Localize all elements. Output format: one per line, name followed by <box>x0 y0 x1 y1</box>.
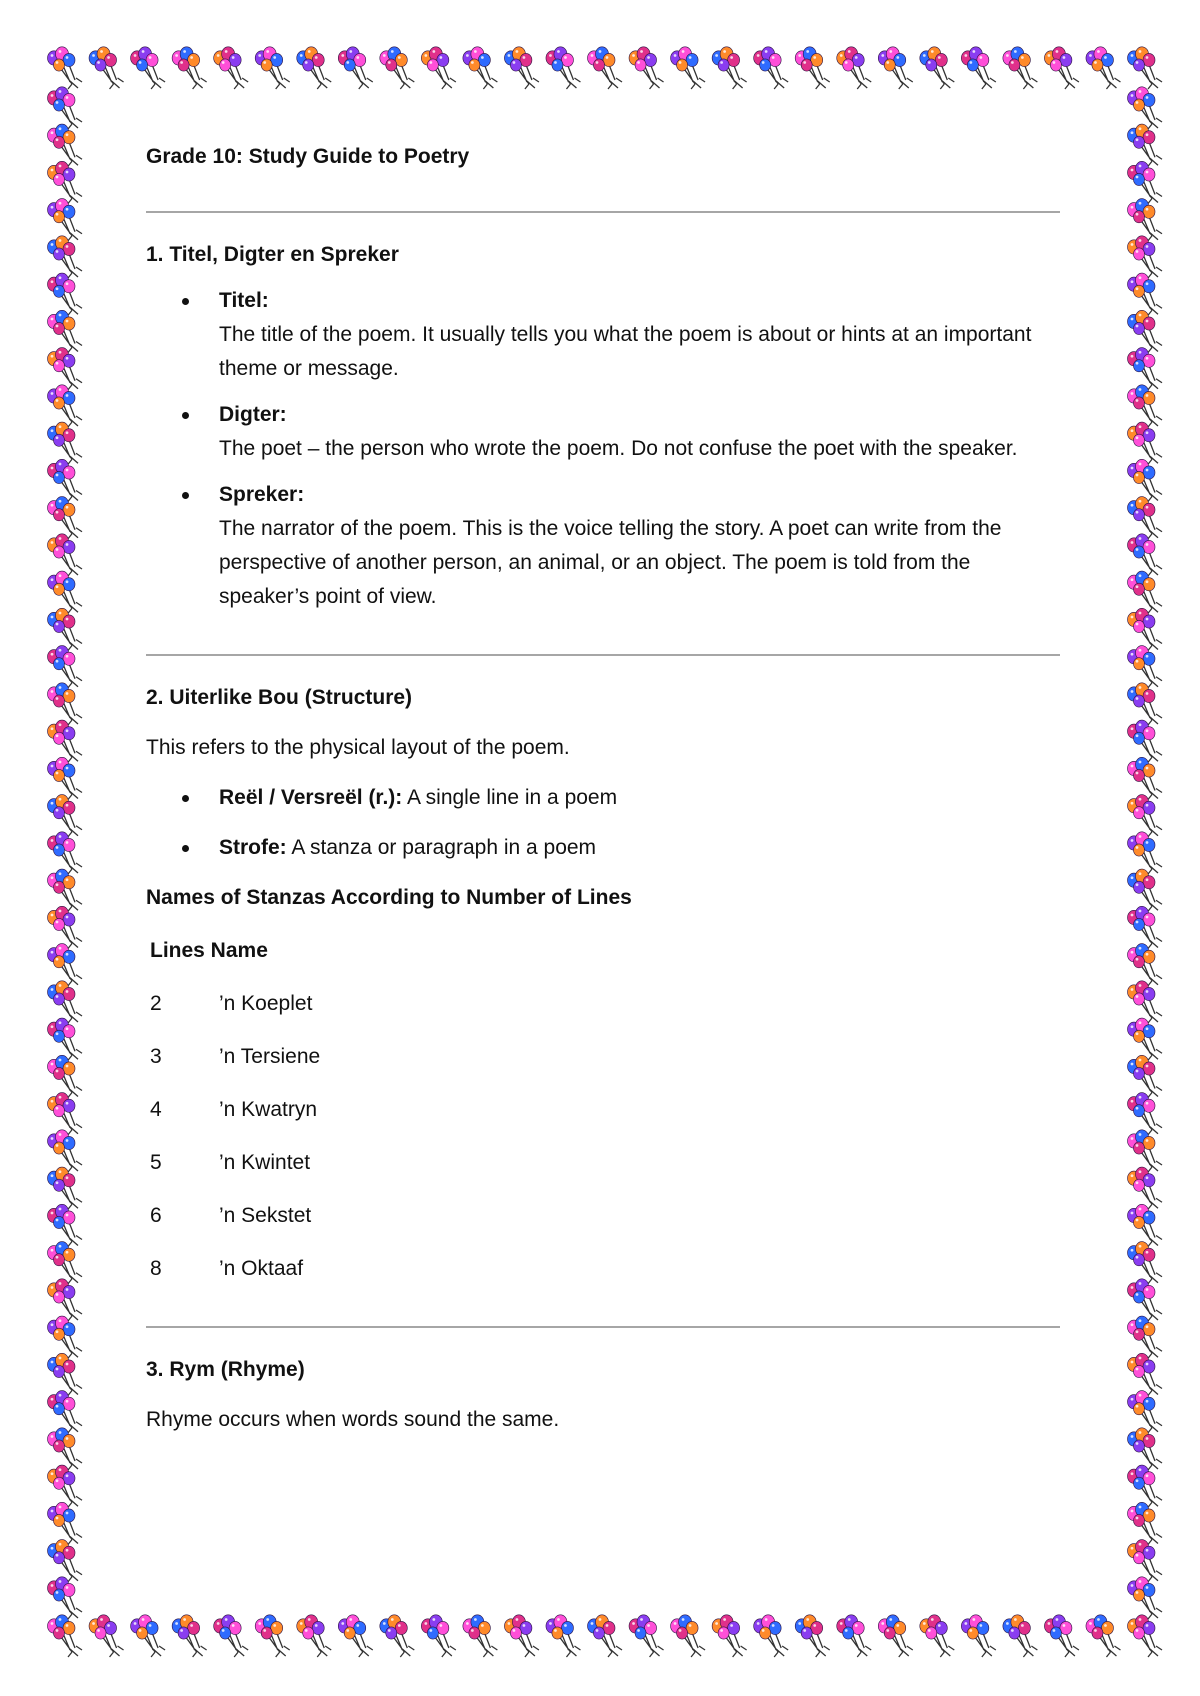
balloon-bunch-icon <box>629 1615 664 1657</box>
table-row <box>146 1093 1060 1127</box>
balloon-bunch-icon <box>1128 906 1163 948</box>
balloon-bunch-icon <box>837 47 872 89</box>
balloon-bunch-icon <box>1128 236 1163 278</box>
balloon-bunch-icon <box>48 1391 83 1433</box>
balloon-bunch-icon <box>255 1615 290 1657</box>
balloon-bunch-icon <box>1128 608 1163 650</box>
balloon-bunch-icon <box>48 1130 83 1172</box>
balloon-bunch-icon <box>837 1615 872 1657</box>
balloon-bunch-icon <box>629 47 664 89</box>
table-row <box>146 987 1060 1021</box>
balloon-bunch-icon <box>1128 1316 1163 1358</box>
balloon-bunch-icon <box>255 47 290 89</box>
balloon-bunch-icon <box>1128 310 1163 352</box>
balloon-bunch-icon <box>48 459 83 501</box>
definition-list <box>146 781 1060 865</box>
balloon-bunch-icon <box>48 832 83 874</box>
balloon-bunch-icon <box>172 1615 207 1657</box>
balloon-bunch-icon <box>920 1615 955 1657</box>
balloon-bunch-icon <box>1128 1465 1163 1507</box>
bullet-icon <box>182 795 189 802</box>
balloon-bunch-icon <box>48 1242 83 1284</box>
list-item <box>146 398 1060 466</box>
balloon-bunch-icon <box>712 47 747 89</box>
name-cell: ’n Tersiene <box>219 1045 321 1068</box>
balloon-bunch-icon <box>1128 832 1163 874</box>
document-content <box>146 140 1060 1437</box>
balloon-bunch-icon <box>131 1615 166 1657</box>
balloon-bunch-icon <box>463 1615 498 1657</box>
balloon-bunch-icon <box>1128 981 1163 1023</box>
balloon-bunch-icon <box>878 1615 913 1657</box>
term-description: The title of the poem. It usually tells you what the poem is about or hints at an important theme or message. <box>219 323 1032 380</box>
balloon-bunch-icon <box>48 236 83 278</box>
balloon-bunch-icon <box>297 47 332 89</box>
balloon-bunch-icon <box>1003 1615 1038 1657</box>
balloon-bunch-icon <box>1128 720 1163 762</box>
balloon-bunch-icon <box>48 1055 83 1097</box>
balloon-bunch-icon <box>380 1615 415 1657</box>
list-item <box>146 781 1060 815</box>
balloon-bunch-icon <box>1128 459 1163 501</box>
balloon-bunch-icon <box>48 273 83 315</box>
bullet-icon <box>182 298 189 305</box>
term-description: A stanza or paragraph in a poem <box>291 836 597 859</box>
lines-cell: 2 <box>150 992 162 1015</box>
balloon-bunch-icon <box>1128 1353 1163 1395</box>
balloon-bunch-icon <box>671 1615 706 1657</box>
balloon-bunch-icon <box>1128 1428 1163 1470</box>
balloon-bunch-icon <box>48 497 83 539</box>
balloon-bunch-icon <box>546 1615 581 1657</box>
table-row <box>146 1199 1060 1233</box>
balloon-bunch-icon <box>48 1093 83 1135</box>
term-label: Digter: <box>219 403 287 426</box>
balloon-bunch-icon <box>1128 1279 1163 1321</box>
balloon-bunch-icon <box>48 422 83 464</box>
balloon-bunch-icon <box>1128 795 1163 837</box>
term-description: The narrator of the poem. This is the voice telling the story. A poet can write from the perspective of another person, an animal, or an object. The poem is told from the speaker’s point of view. <box>219 517 1002 608</box>
balloon-bunch-icon <box>588 1615 623 1657</box>
balloon-bunch-icon <box>1128 1577 1163 1619</box>
balloon-bunch-icon <box>1044 47 1079 89</box>
balloon-bunch-icon <box>1128 944 1163 986</box>
section-heading-uiterlike-bou: 2. Uiterlike Bou (Structure) <box>146 686 413 709</box>
term-label: Reël / Versreël (r.): <box>219 786 403 809</box>
balloon-bunch-icon <box>1128 571 1163 613</box>
list-item <box>146 478 1060 614</box>
balloon-bunch-icon <box>48 1615 83 1657</box>
balloon-bunch-icon <box>48 720 83 762</box>
balloon-bunch-icon <box>48 1204 83 1246</box>
stanza-table-header: Lines Name <box>150 939 268 962</box>
balloon-bunch-icon <box>1128 385 1163 427</box>
stanza-table-title: Names of Stanzas According to Number of Lines <box>146 886 632 909</box>
term-label: Titel: <box>219 289 269 312</box>
balloon-bunch-icon <box>1128 1093 1163 1135</box>
balloon-bunch-icon <box>89 1615 124 1657</box>
definition-list <box>146 284 1060 614</box>
balloon-bunch-icon <box>1128 1055 1163 1097</box>
balloon-bunch-icon <box>671 47 706 89</box>
list-item <box>146 284 1060 386</box>
balloon-bunch-icon <box>1128 47 1163 89</box>
balloon-bunch-icon <box>1128 1615 1163 1657</box>
balloon-bunch-icon <box>338 47 373 89</box>
balloon-bunch-icon <box>1128 1018 1163 1060</box>
balloon-bunch-icon <box>48 1428 83 1470</box>
term-label: Spreker: <box>219 483 305 506</box>
balloon-bunch-icon <box>48 1018 83 1060</box>
balloon-bunch-icon <box>754 47 789 89</box>
balloon-bunch-icon <box>172 47 207 89</box>
balloon-bunch-icon <box>48 199 83 241</box>
balloon-bunch-icon <box>421 47 456 89</box>
list-item <box>146 831 1060 865</box>
balloon-bunch-icon <box>588 47 623 89</box>
balloon-bunch-icon <box>1128 1502 1163 1544</box>
balloon-bunch-icon <box>1128 1391 1163 1433</box>
balloon-bunch-icon <box>48 795 83 837</box>
balloon-bunch-icon <box>1086 47 1121 89</box>
balloon-bunch-icon <box>1128 869 1163 911</box>
balloon-bunch-icon <box>795 47 830 89</box>
balloon-bunch-icon <box>48 608 83 650</box>
term-description: A single line in a poem <box>406 786 618 809</box>
bullet-icon <box>182 845 189 852</box>
balloon-bunch-icon <box>48 1540 83 1582</box>
balloon-bunch-icon <box>1044 1615 1079 1657</box>
name-cell: ’n Sekstet <box>219 1204 312 1227</box>
table-row <box>146 1146 1060 1180</box>
balloon-bunch-icon <box>421 1615 456 1657</box>
balloon-bunch-icon <box>48 757 83 799</box>
balloon-bunch-icon <box>1128 124 1163 166</box>
balloon-bunch-icon <box>504 1615 539 1657</box>
page-title: Grade 10: Study Guide to Poetry <box>146 145 470 168</box>
lines-cell: 5 <box>150 1151 162 1174</box>
balloon-bunch-icon <box>48 310 83 352</box>
balloon-bunch-icon <box>1128 87 1163 129</box>
term-description: The poet – the person who wrote the poem. Do not confuse the poet with the speaker. <box>219 437 1018 460</box>
section-intro: This refers to the physical layout of the poem. <box>146 736 570 759</box>
balloon-bunch-icon <box>961 1615 996 1657</box>
balloon-bunch-icon <box>380 47 415 89</box>
balloon-bunch-icon <box>961 47 996 89</box>
balloon-bunch-icon <box>338 1615 373 1657</box>
balloon-bunch-icon <box>48 161 83 203</box>
balloon-bunch-icon <box>48 683 83 725</box>
balloon-bunch-icon <box>1128 646 1163 688</box>
balloon-bunch-icon <box>1086 1615 1121 1657</box>
balloon-bunch-icon <box>1128 422 1163 464</box>
stanza-table <box>146 987 1060 1286</box>
balloon-bunch-icon <box>1128 1167 1163 1209</box>
balloon-bunch-icon <box>1128 199 1163 241</box>
balloon-bunch-icon <box>1128 757 1163 799</box>
balloon-bunch-icon <box>48 534 83 576</box>
balloon-bunch-icon <box>48 1353 83 1395</box>
balloon-bunch-icon <box>1128 348 1163 390</box>
lines-cell: 4 <box>150 1098 162 1121</box>
balloon-bunch-icon <box>48 1502 83 1544</box>
balloon-bunch-icon <box>48 1279 83 1321</box>
section-heading-rym: 3. Rym (Rhyme) <box>146 1358 305 1381</box>
balloon-bunch-icon <box>48 869 83 911</box>
balloon-bunch-icon <box>48 1316 83 1358</box>
balloon-bunch-icon <box>48 1465 83 1507</box>
bullet-icon <box>182 412 189 419</box>
balloon-bunch-icon <box>48 87 83 129</box>
balloon-bunch-icon <box>1128 683 1163 725</box>
balloon-bunch-icon <box>1128 273 1163 315</box>
name-cell: ’n Kwintet <box>219 1151 311 1174</box>
balloon-bunch-icon <box>504 47 539 89</box>
balloon-bunch-icon <box>48 906 83 948</box>
balloon-bunch-icon <box>214 1615 249 1657</box>
balloon-bunch-icon <box>463 47 498 89</box>
balloon-bunch-icon <box>1128 1130 1163 1172</box>
balloon-bunch-icon <box>48 124 83 166</box>
name-cell: ’n Koeplet <box>219 992 313 1015</box>
balloon-bunch-icon <box>48 571 83 613</box>
balloon-bunch-icon <box>48 47 83 89</box>
balloon-bunch-icon <box>89 47 124 89</box>
balloon-bunch-icon <box>48 646 83 688</box>
balloon-bunch-icon <box>712 1615 747 1657</box>
balloon-bunch-icon <box>1128 1242 1163 1284</box>
balloon-bunch-icon <box>48 348 83 390</box>
lines-cell: 8 <box>150 1257 162 1280</box>
lines-cell: 3 <box>150 1045 162 1068</box>
balloon-bunch-icon <box>48 385 83 427</box>
table-row <box>146 1040 1060 1074</box>
balloon-bunch-icon <box>1003 47 1038 89</box>
name-cell: ’n Kwatryn <box>219 1098 318 1121</box>
balloon-bunch-icon <box>48 1577 83 1619</box>
balloon-bunch-icon <box>1128 1204 1163 1246</box>
name-cell: ’n Oktaaf <box>219 1257 304 1280</box>
bullet-icon <box>182 492 189 499</box>
section-intro: Rhyme occurs when words sound the same. <box>146 1408 560 1431</box>
balloon-bunch-icon <box>1128 534 1163 576</box>
balloon-bunch-icon <box>878 47 913 89</box>
balloon-bunch-icon <box>48 944 83 986</box>
balloon-bunch-icon <box>131 47 166 89</box>
lines-cell: 6 <box>150 1204 162 1227</box>
balloon-bunch-icon <box>754 1615 789 1657</box>
term-label: Strofe: <box>219 836 287 859</box>
balloon-bunch-icon <box>214 47 249 89</box>
balloon-bunch-icon <box>48 981 83 1023</box>
table-row <box>146 1252 1060 1286</box>
balloon-bunch-icon <box>1128 1540 1163 1582</box>
balloon-bunch-icon <box>48 1167 83 1209</box>
section-heading-titel-digter-spreker: 1. Titel, Digter en Spreker <box>146 243 399 266</box>
balloon-bunch-icon <box>546 47 581 89</box>
balloon-bunch-icon <box>1128 497 1163 539</box>
balloon-bunch-icon <box>1128 161 1163 203</box>
balloon-bunch-icon <box>795 1615 830 1657</box>
balloon-bunch-icon <box>920 47 955 89</box>
balloon-bunch-icon <box>297 1615 332 1657</box>
